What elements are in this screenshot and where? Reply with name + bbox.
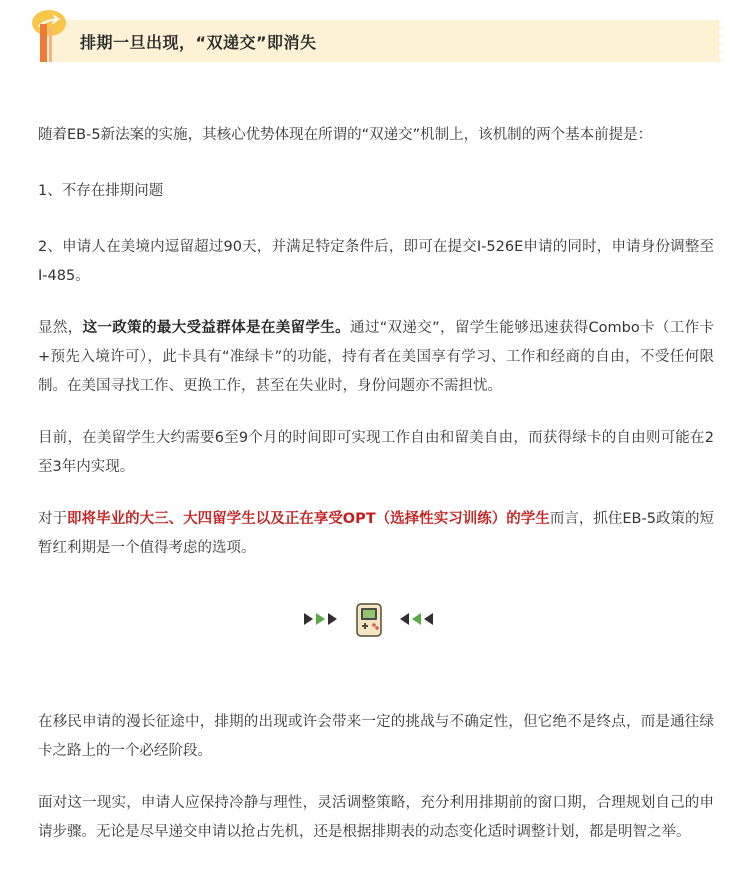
section-title: 排期一旦出现，“双递交”即消失 [80, 33, 317, 52]
banner-accent-bar-secondary [49, 28, 52, 62]
bold-highlight: 这一政策的最大受益群体是在美留学生。 [82, 320, 350, 336]
paragraph-text: 通过“双递交”，留学生能够迅速获得Combo卡（工作卡+预先入境许可），此卡具有“准绿卡”的功能，持有者在美国享有学习、工作和经商的自由，不受任何限制。在美国寻找工作、更换工作，甚至在失业时，身份问题亦不需担忧。 [38, 320, 715, 394]
paragraph-conclusion-1: 在移民申请的漫长征途中，排期的出现或许会带来一定的挑战与不确定性，但它绝不是终点，而是通往绿卡之路上的一个必经阶段。 [38, 714, 714, 759]
arrows-left-icon [398, 612, 434, 626]
arrows-right-icon [304, 612, 340, 626]
paragraph-premise-1: 1、不存在排期问题 [38, 183, 164, 199]
game-console-icon [352, 602, 386, 638]
paragraph-beneficiary [38, 314, 714, 401]
paragraph-text: 显然， [38, 320, 83, 336]
section-banner [40, 20, 716, 62]
paragraph-timeline: 目前，在美留学生大约需要6至9个月的时间即可实现工作自由和留美自由，而获得绿卡的自由则可能在2至3年内实现。 [38, 430, 714, 475]
paragraph-target-students [38, 505, 714, 563]
red-highlight: 即将毕业的大三、大四留学生以及正在享受OPT（选择性实习训练）的学生 [67, 511, 550, 527]
paragraph-conclusion-2: 面对这一现实，申请人应保持冷静与理性，灵活调整策略，充分利用排期前的窗口期，合理规划自己的申请步骤。无论是尽早递交申请以抢占先机，还是根据排期表的动态变化适时调整计划，都是明智之举。 [38, 795, 714, 840]
paragraph-text: 而言，抓住EB-5政策的短暂红利期是一个值得考虑的选项。 [38, 511, 714, 556]
paragraph-intro: 随着EB-5新法案的实施，其核心优势体现在所谓的“双递交”机制上，该机制的两个基本前提是： [38, 127, 653, 143]
paragraph-premise-2: 2、申请人在美境内逗留超过90天，并满足特定条件后，即可在提交I-526E申请的同时，申请身份调整至I-485。 [38, 239, 714, 284]
section-divider [300, 600, 440, 640]
banner-scalloped-edge [716, 20, 722, 62]
paragraph-text: 对于 [38, 511, 68, 527]
banner-accent-bar [40, 24, 47, 62]
